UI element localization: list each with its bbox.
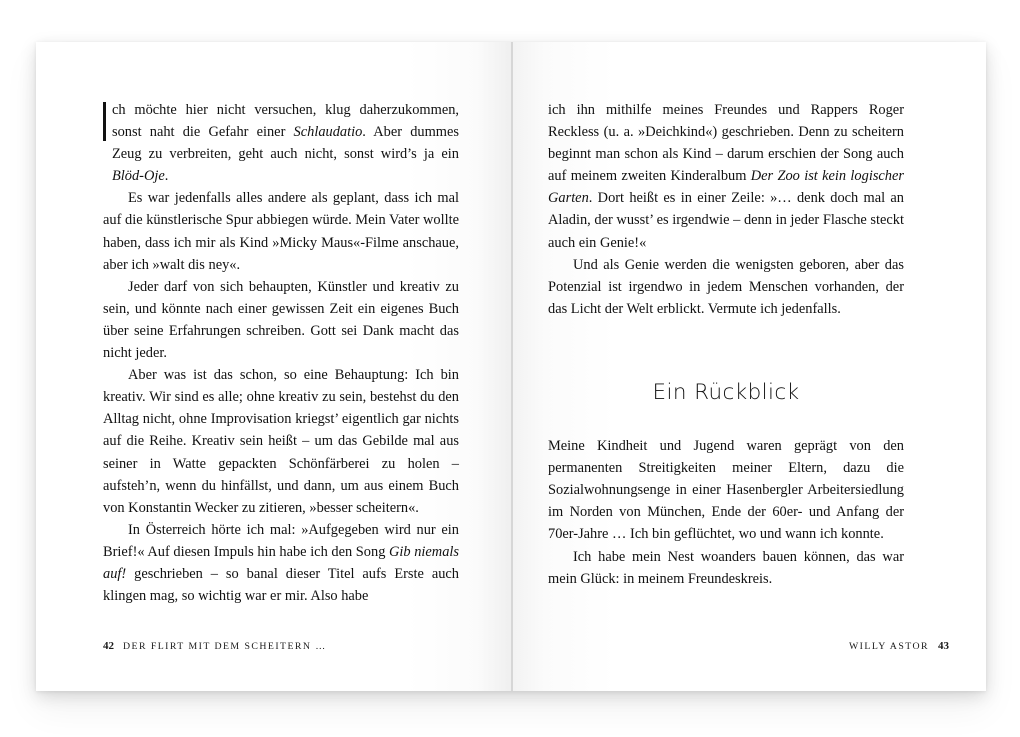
page-number: 42 [103,640,114,652]
paragraph-text: ch möchte hier nicht versuchen, klug daherzukommen, sonst naht die Gefahr einer [112,102,459,141]
paragraph-opening [103,99,459,187]
paragraph: Ich habe mein Nest woanders bauen können, das war mein Glück: in meinem Freundeskreis. [548,548,904,587]
open-book [36,42,986,691]
paragraph: Aber was ist das schon, so eine Behauptung: Ich bin kreativ. Wir sind es alle; ohne kreativ zu sein, bestehst du den Alltag nicht, ohne Improvisation kriegst’ eigentlich gar nichts auf die Reihe. Kreativ sein heißt – um das Gebilde mal aus seiner in Watte gepackten Schönfärberei zu holen – aufsteh’n, wenn du hinfällst, und dann, um aus einem Buch von Konstantin Wecker zu zitieren, »besser scheitern«. [103,367,459,516]
book-page-right [511,42,986,691]
paragraph-text: ich ihn mithilfe meines Freundes und Rappers Roger Reckless (u. a. »Deichkind«) geschrieben. Denn zu scheitern beginnt man schon als Kind – darum erschien der Song auch auf meinem zweiten Kinderalbum [548,102,904,185]
text-column-right [548,99,904,590]
italic-album-title: Der Zoo ist kein logischer Garten [548,168,904,207]
book-spine [511,42,513,691]
paragraph: Jeder darf von sich behaupten, Künstler und kreativ zu sein, und könnte nach einer gewissen Zeit ein eigenes Buch über seine Erfahrungen schreiben. Gott sei Dank macht das nicht jeder. [103,278,459,362]
paragraph-text: . Aber dummes Zeug zu verbreiten, geht auch nicht, sonst wird’s ja ein [112,124,459,163]
paragraph-text: geschrieben – so banal dieser Titel aufs Erste auch klingen mag, so wichtig war er mir. Also habe [103,565,459,605]
paragraph-continued [548,99,904,254]
initial-rule-icon [103,102,106,141]
chapter-heading: Ein Rückblick [652,379,800,405]
italic-term-schlaudatio: Schlaudatio [293,124,363,141]
running-title: WILLY ASTOR [848,641,929,652]
page-number: 43 [938,640,949,652]
running-title: DER FLIRT MIT DEM SCHEITERN … [123,641,327,652]
paragraph-text: In Österreich hörte ich mal: »Aufgegeben wird nur ein Brief!« Auf diesen Impuls hin habe ich den Song [103,521,459,560]
book-page-left [36,42,511,691]
paragraph: Und als Genie werden die wenigsten geboren, aber das Potenzial ist irgendwo in jedem Menschen vorhanden, der das Licht der Welt erblickt. Vermute ich jedenfalls. [548,256,904,317]
paragraph-text: . Dort heißt es in einer Zeile: »… denk doch mal an Aladin, der wusst’ es irgendwie – denn in jeder Flasche steckt auch ein Genie!« [548,190,904,251]
paragraph-text: . [164,168,169,185]
italic-song-title: Gib niemals auf! [103,543,459,582]
text-column-left [103,99,459,607]
running-foot-left [103,640,327,652]
paragraph [103,519,459,607]
running-foot-right [849,640,949,652]
paragraph: Es war jedenfalls alles andere als geplant, dass ich mal auf die künstlerische Spur abbiegen würde. Mein Vater wollte haben, dass ich mir als Kind »Micky Maus«-Filme anschaue, aber ich »walt dis ney«. [103,190,459,273]
paragraph: Meine Kindheit und Jugend waren geprägt von den permanenten Streitigkeiten meiner Eltern, dazu die Sozialwohnungsenge in einer Hasenbergler Arbeitersiedlung im Norden von München, Ende der 60er- und Anfang der 70er-Jahre … Ich bin geflüchtet, wo und wann ich konnte. [548,438,904,543]
italic-term-bloedoje: Blöd-Oje [112,168,165,185]
